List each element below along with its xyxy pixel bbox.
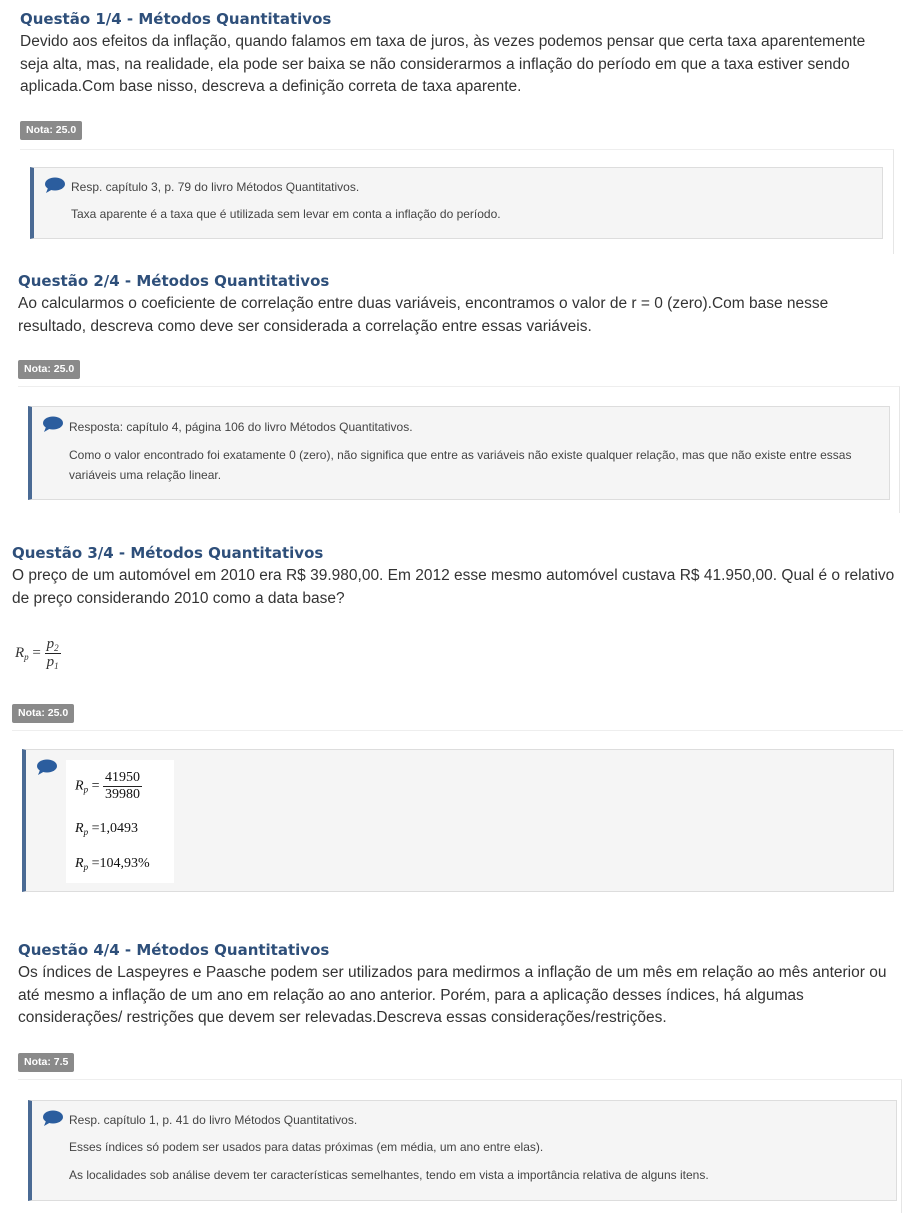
comment-bubble-icon [44, 177, 66, 193]
grade-badge: Nota: 25.0 [20, 121, 82, 140]
answer-reference: Resp. capítulo 1, p. 41 do livro Métodos Quantitativos. [69, 1113, 358, 1127]
answer-reference: Resp. capítulo 3, p. 79 do livro Métodos Quantitativos. [71, 180, 360, 194]
comment-bubble-icon [36, 759, 58, 775]
question-title: Questão 3/4 - Métodos Quantitativos [12, 544, 324, 562]
answer-text: Como o valor encontrado foi exatamente 0 (zero), não significa que entre as variáveis não existe qualquer relação, mas que não existe entre essas variáveis uma relação linear. [69, 448, 852, 482]
answer-panel [28, 406, 890, 500]
answer-formula [66, 760, 174, 883]
comment-bubble-icon [42, 416, 64, 432]
answer-panel [22, 749, 894, 892]
formula-line-3: $R_p =104,93\%$ [75, 856, 150, 872]
question-1 [20, 9, 895, 99]
question-title: Questão 4/4 - Métodos Quantitativos [18, 941, 330, 959]
question-text: Devido aos efeitos da inflação, quando falamos em taxa de juros, às vezes podemos pensar que certa taxa aparentemente seja alta, mas, na realidade, ela pode ser baixa se não considerarmos a inflação do período em que a taxa estiver sendo aplicada.Com base nisso, descreva a definição correta de taxa aparente. [20, 33, 866, 95]
answer-panel [28, 1100, 897, 1201]
question-text: Ao calcularmos o coeficiente de correlação entre duas variáveis, encontramos o valor de r = 0 (zero).Com base nesse resultado, descreva como deve ser considerada a correlação entre essas variáveis. [18, 295, 829, 335]
answer-text: As localidades sob análise devem ter características semelhantes, tendo em vista a importância relativa de alguns itens. [69, 1168, 709, 1182]
question-3 [12, 543, 897, 610]
comment-bubble-icon [42, 1110, 64, 1126]
answer-reference: Resposta: capítulo 4, página 106 do livro Métodos Quantitativos. [69, 420, 413, 434]
answer-panel [30, 167, 883, 239]
question-title: Questão 1/4 - Métodos Quantitativos [20, 10, 332, 28]
formula-line-2: $R_p =1,0493$ [75, 821, 138, 837]
grade-badge: Nota: 7.5 [18, 1053, 74, 1072]
formula-line-1: $R_p$ = $\frac{41950}{39980}$ [75, 770, 140, 802]
question-2 [18, 271, 893, 338]
grade-badge: Nota: 25.0 [18, 360, 80, 379]
question-formula: $R_p$ = $\frac{p_2}{p_1}$ [15, 636, 59, 671]
question-text: O preço de um automóvel em 2010 era R$ 39.980,00. Em 2012 esse mesmo automóvel custava R$ 41.950,00. Qual é o relativo de preço considerando 2010 como a data base? [12, 567, 895, 607]
question-title: Questão 2/4 - Métodos Quantitativos [18, 272, 330, 290]
grade-badge: Nota: 25.0 [12, 704, 74, 723]
answer-text: Esses índices só podem ser usados para datas próximas (em média, um ano entre elas). [69, 1140, 544, 1154]
question-text: Os índices de Laspeyres e Paasche podem ser utilizados para medirmos a inflação de um mês em relação ao mês anterior ou até mesmo a inflação de um ano em relação ao ano anterior. Porém, para a aplicação desses índices, há algumas considerações/ restrições que devem ser relevadas.Descreva essas considerações/restrições. [18, 964, 887, 1026]
question-4 [18, 940, 898, 1030]
answer-text: Taxa aparente é a taxa que é utilizada sem levar em conta a inflação do período. [71, 207, 501, 221]
